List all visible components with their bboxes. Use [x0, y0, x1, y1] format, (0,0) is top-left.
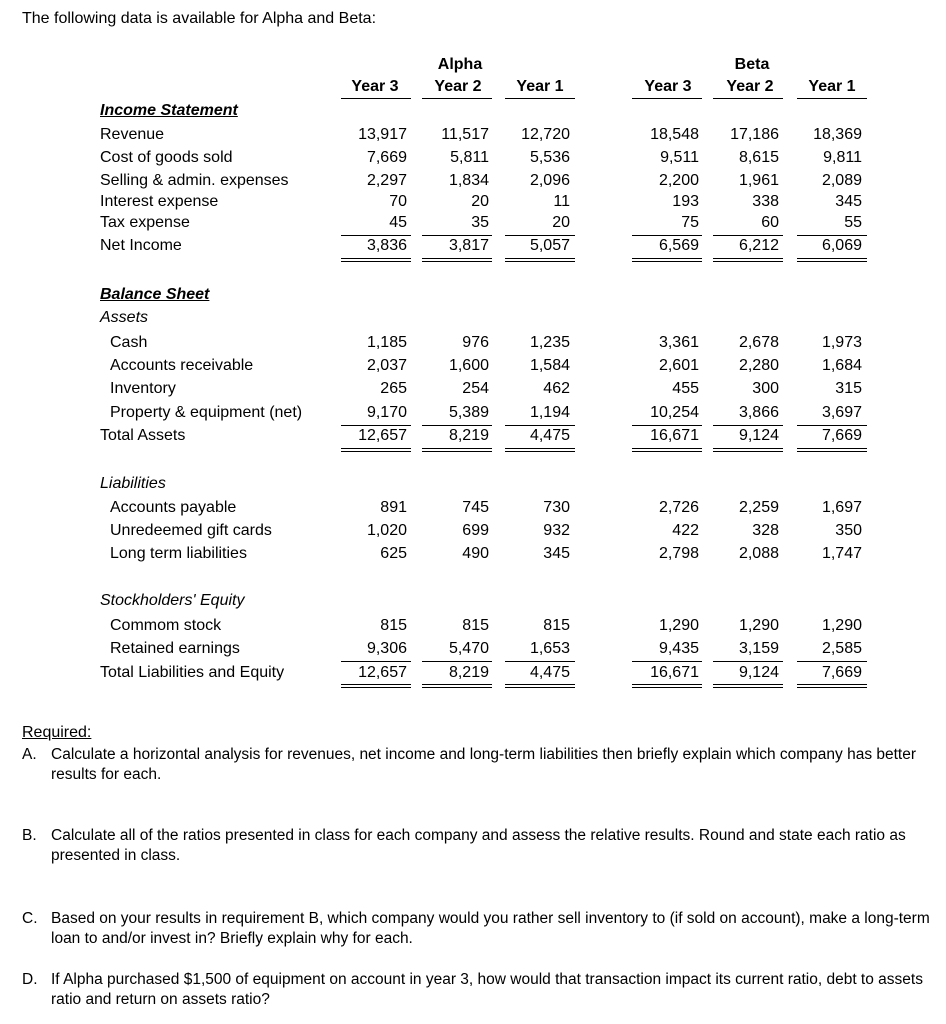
total-double-underline	[422, 448, 492, 449]
total-double-underline	[797, 448, 867, 449]
row-label: Tax expense	[100, 214, 190, 231]
row-label: Inventory	[110, 380, 176, 397]
amount-cell: 3,866	[738, 404, 779, 421]
amount-cell: 12,720	[521, 126, 570, 143]
balance-sheet-title: Balance Sheet	[100, 286, 210, 303]
amount-cell: 2,088	[738, 545, 779, 562]
row-label: Long term liabilities	[110, 545, 247, 562]
amount-cell: 490	[462, 545, 489, 562]
total-double-underline	[713, 684, 783, 685]
amount-cell: 1,185	[366, 334, 407, 351]
amount-cell: 12,657	[358, 664, 407, 681]
amount-cell: 2,096	[529, 172, 570, 189]
amount-cell: 9,811	[823, 149, 862, 166]
row-label: Commom stock	[110, 617, 222, 634]
total-double-underline	[797, 451, 867, 452]
total-double-underline	[713, 258, 783, 259]
year-header-underline	[505, 98, 575, 99]
subtotal-underline	[713, 425, 783, 426]
row-label: Cash	[110, 334, 148, 351]
year-header: Year 3	[351, 78, 399, 95]
amount-cell: 18,369	[813, 126, 862, 143]
amount-cell: 745	[462, 499, 489, 516]
assets-label: Assets	[100, 309, 149, 326]
amount-cell: 300	[752, 380, 779, 397]
year-header-underline	[422, 98, 492, 99]
year-header: Year 2	[434, 78, 482, 95]
amount-cell: 2,259	[738, 499, 779, 516]
amount-cell: 976	[462, 334, 489, 351]
amount-cell: 5,470	[448, 640, 489, 657]
total-double-underline	[797, 687, 867, 688]
year-header: Year 2	[726, 78, 774, 95]
amount-cell: 2,297	[366, 172, 407, 189]
amount-cell: 1,020	[366, 522, 407, 539]
amount-cell: 60	[761, 214, 779, 231]
intro-text: The following data is available for Alpha and Beta:	[22, 10, 377, 27]
row-label: Total Liabilities and Equity	[100, 664, 285, 681]
amount-cell: 7,669	[366, 149, 407, 166]
row-label: Selling & admin. expenses	[100, 172, 289, 189]
amount-cell: 1,653	[529, 640, 570, 657]
amount-cell: 4,475	[529, 664, 570, 681]
amount-cell: 2,678	[738, 334, 779, 351]
subtotal-underline	[341, 425, 411, 426]
question-letter: B.	[22, 827, 37, 844]
amount-cell: 699	[462, 522, 489, 539]
amount-cell: 5,057	[529, 237, 570, 254]
amount-cell: 12,657	[358, 427, 407, 444]
total-double-underline	[505, 258, 575, 259]
amount-cell: 345	[835, 193, 862, 210]
subtotal-underline	[797, 425, 867, 426]
total-double-underline	[632, 687, 702, 688]
question-letter: A.	[22, 746, 37, 763]
amount-cell: 2,089	[821, 172, 862, 189]
subtotal-underline	[713, 235, 783, 236]
amount-cell: 3,697	[821, 404, 862, 421]
total-double-underline	[713, 261, 783, 262]
total-double-underline	[505, 687, 575, 688]
year-header: Year 3	[644, 78, 692, 95]
year-header-underline	[341, 98, 411, 99]
amount-cell: 1,684	[821, 357, 862, 374]
amount-cell: 7,669	[821, 427, 862, 444]
amount-cell: 815	[462, 617, 489, 634]
amount-cell: 1,584	[529, 357, 570, 374]
total-double-underline	[341, 687, 411, 688]
total-double-underline	[341, 451, 411, 452]
amount-cell: 5,536	[529, 149, 570, 166]
total-double-underline	[632, 258, 702, 259]
amount-cell: 328	[752, 522, 779, 539]
amount-cell: 8,219	[448, 427, 489, 444]
amount-cell: 2,037	[366, 357, 407, 374]
total-double-underline	[505, 451, 575, 452]
amount-cell: 1,697	[821, 499, 862, 516]
amount-cell: 6,212	[738, 237, 779, 254]
row-label: Property & equipment (net)	[110, 404, 303, 421]
subtotal-underline	[797, 235, 867, 236]
amount-cell: 2,280	[738, 357, 779, 374]
amount-cell: 2,798	[658, 545, 699, 562]
amount-cell: 5,389	[448, 404, 489, 421]
subtotal-underline	[505, 661, 575, 662]
amount-cell: 1,290	[738, 617, 779, 634]
total-double-underline	[632, 261, 702, 262]
amount-cell: 20	[552, 214, 570, 231]
amount-cell: 815	[543, 617, 570, 634]
amount-cell: 1,600	[448, 357, 489, 374]
row-label: Total Assets	[100, 427, 186, 444]
amount-cell: 1,961	[738, 172, 779, 189]
amount-cell: 2,726	[658, 499, 699, 516]
total-double-underline	[341, 261, 411, 262]
total-double-underline	[797, 684, 867, 685]
total-double-underline	[422, 261, 492, 262]
total-double-underline	[422, 687, 492, 688]
company-name-alpha: Alpha	[437, 56, 483, 73]
amount-cell: 75	[681, 214, 699, 231]
amount-cell: 13,917	[358, 126, 407, 143]
amount-cell: 9,306	[366, 640, 407, 657]
amount-cell: 17,186	[730, 126, 779, 143]
amount-cell: 4,475	[529, 427, 570, 444]
subtotal-underline	[632, 235, 702, 236]
amount-cell: 6,569	[658, 237, 699, 254]
year-header-underline	[632, 98, 702, 99]
amount-cell: 815	[380, 617, 407, 634]
subtotal-underline	[505, 235, 575, 236]
amount-cell: 9,511	[660, 149, 699, 166]
subtotal-underline	[505, 425, 575, 426]
amount-cell: 8,219	[448, 664, 489, 681]
amount-cell: 1,973	[821, 334, 862, 351]
year-header: Year 1	[808, 78, 856, 95]
liabilities-label: Liabilities	[100, 475, 166, 492]
question-text: Based on your results in requirement B, which company would you rather sell inventory to (if sold on account), make a long-term loan to and/or invest in? Briefly explain why for each.	[51, 910, 930, 947]
income-statement-title: Income Statement	[100, 102, 238, 119]
year-header-underline	[797, 98, 867, 99]
amount-cell: 16,671	[650, 664, 699, 681]
amount-cell: 1,747	[821, 545, 862, 562]
amount-cell: 70	[389, 193, 407, 210]
question-text: Calculate a horizontal analysis for revenues, net income and long-term liabilities then briefly explain which company has better results for each.	[51, 746, 917, 783]
amount-cell: 2,585	[821, 640, 862, 657]
subtotal-underline	[422, 661, 492, 662]
amount-cell: 3,817	[448, 237, 489, 254]
amount-cell: 1,290	[821, 617, 862, 634]
amount-cell: 2,601	[658, 357, 699, 374]
total-double-underline	[797, 261, 867, 262]
total-double-underline	[797, 258, 867, 259]
amount-cell: 462	[543, 380, 570, 397]
row-label: Accounts receivable	[110, 357, 254, 374]
subtotal-underline	[341, 235, 411, 236]
amount-cell: 9,124	[738, 427, 779, 444]
amount-cell: 345	[543, 545, 570, 562]
total-double-underline	[632, 451, 702, 452]
amount-cell: 1,290	[658, 617, 699, 634]
amount-cell: 3,361	[658, 334, 699, 351]
question-letter: D.	[22, 971, 38, 988]
amount-cell: 932	[543, 522, 570, 539]
total-double-underline	[713, 448, 783, 449]
amount-cell: 5,811	[450, 149, 489, 166]
amount-cell: 9,435	[658, 640, 699, 657]
required-title: Required:	[22, 724, 92, 741]
year-header: Year 1	[516, 78, 564, 95]
amount-cell: 6,069	[821, 237, 862, 254]
total-double-underline	[422, 684, 492, 685]
company-name-beta: Beta	[734, 56, 770, 73]
amount-cell: 11,517	[441, 126, 489, 143]
year-header-underline	[713, 98, 783, 99]
amount-cell: 8,615	[738, 149, 779, 166]
subtotal-underline	[632, 425, 702, 426]
question-text: If Alpha purchased $1,500 of equipment on account in year 3, how would that transaction impact its current ratio, debt to assets ratio and return on assets ratio?	[51, 971, 923, 1008]
row-label: Unredeemed gift cards	[110, 522, 272, 539]
total-double-underline	[341, 258, 411, 259]
amount-cell: 1,194	[529, 404, 570, 421]
total-double-underline	[713, 451, 783, 452]
subtotal-underline	[341, 661, 411, 662]
equity-label: Stockholders' Equity	[100, 592, 245, 609]
amount-cell: 1,235	[529, 334, 570, 351]
row-label: Cost of goods sold	[100, 149, 233, 166]
total-double-underline	[632, 448, 702, 449]
amount-cell: 891	[380, 499, 407, 516]
amount-cell: 625	[380, 545, 407, 562]
amount-cell: 9,124	[738, 664, 779, 681]
amount-cell: 455	[672, 380, 699, 397]
amount-cell: 422	[672, 522, 699, 539]
amount-cell: 18,548	[650, 126, 699, 143]
total-double-underline	[422, 258, 492, 259]
total-double-underline	[632, 684, 702, 685]
amount-cell: 10,254	[650, 404, 699, 421]
subtotal-underline	[422, 425, 492, 426]
row-label: Net Income	[100, 237, 182, 254]
row-label: Accounts payable	[110, 499, 237, 516]
subtotal-underline	[422, 235, 492, 236]
question-text: Calculate all of the ratios presented in class for each company and assess the relative results. Round and state each ratio as presented in class.	[51, 827, 906, 864]
row-label: Retained earnings	[110, 640, 240, 657]
amount-cell: 11	[553, 193, 570, 210]
subtotal-underline	[797, 661, 867, 662]
amount-cell: 16,671	[650, 427, 699, 444]
question-letter: C.	[22, 910, 38, 927]
total-double-underline	[505, 684, 575, 685]
total-double-underline	[713, 687, 783, 688]
amount-cell: 9,170	[366, 404, 407, 421]
amount-cell: 265	[380, 380, 407, 397]
amount-cell: 7,669	[821, 664, 862, 681]
subtotal-underline	[713, 661, 783, 662]
amount-cell: 45	[389, 214, 407, 231]
amount-cell: 338	[752, 193, 779, 210]
row-label: Revenue	[100, 126, 165, 143]
amount-cell: 193	[672, 193, 699, 210]
amount-cell: 350	[835, 522, 862, 539]
amount-cell: 3,836	[366, 237, 407, 254]
amount-cell: 730	[543, 499, 570, 516]
amount-cell: 254	[462, 380, 489, 397]
amount-cell: 315	[835, 380, 862, 397]
amount-cell: 1,834	[448, 172, 489, 189]
amount-cell: 20	[471, 193, 489, 210]
row-label: Interest expense	[100, 193, 219, 210]
amount-cell: 35	[471, 214, 489, 231]
total-double-underline	[341, 684, 411, 685]
amount-cell: 3,159	[738, 640, 779, 657]
total-double-underline	[422, 451, 492, 452]
total-double-underline	[341, 448, 411, 449]
amount-cell: 2,200	[658, 172, 699, 189]
subtotal-underline	[632, 661, 702, 662]
total-double-underline	[505, 261, 575, 262]
total-double-underline	[505, 448, 575, 449]
amount-cell: 55	[844, 214, 862, 231]
